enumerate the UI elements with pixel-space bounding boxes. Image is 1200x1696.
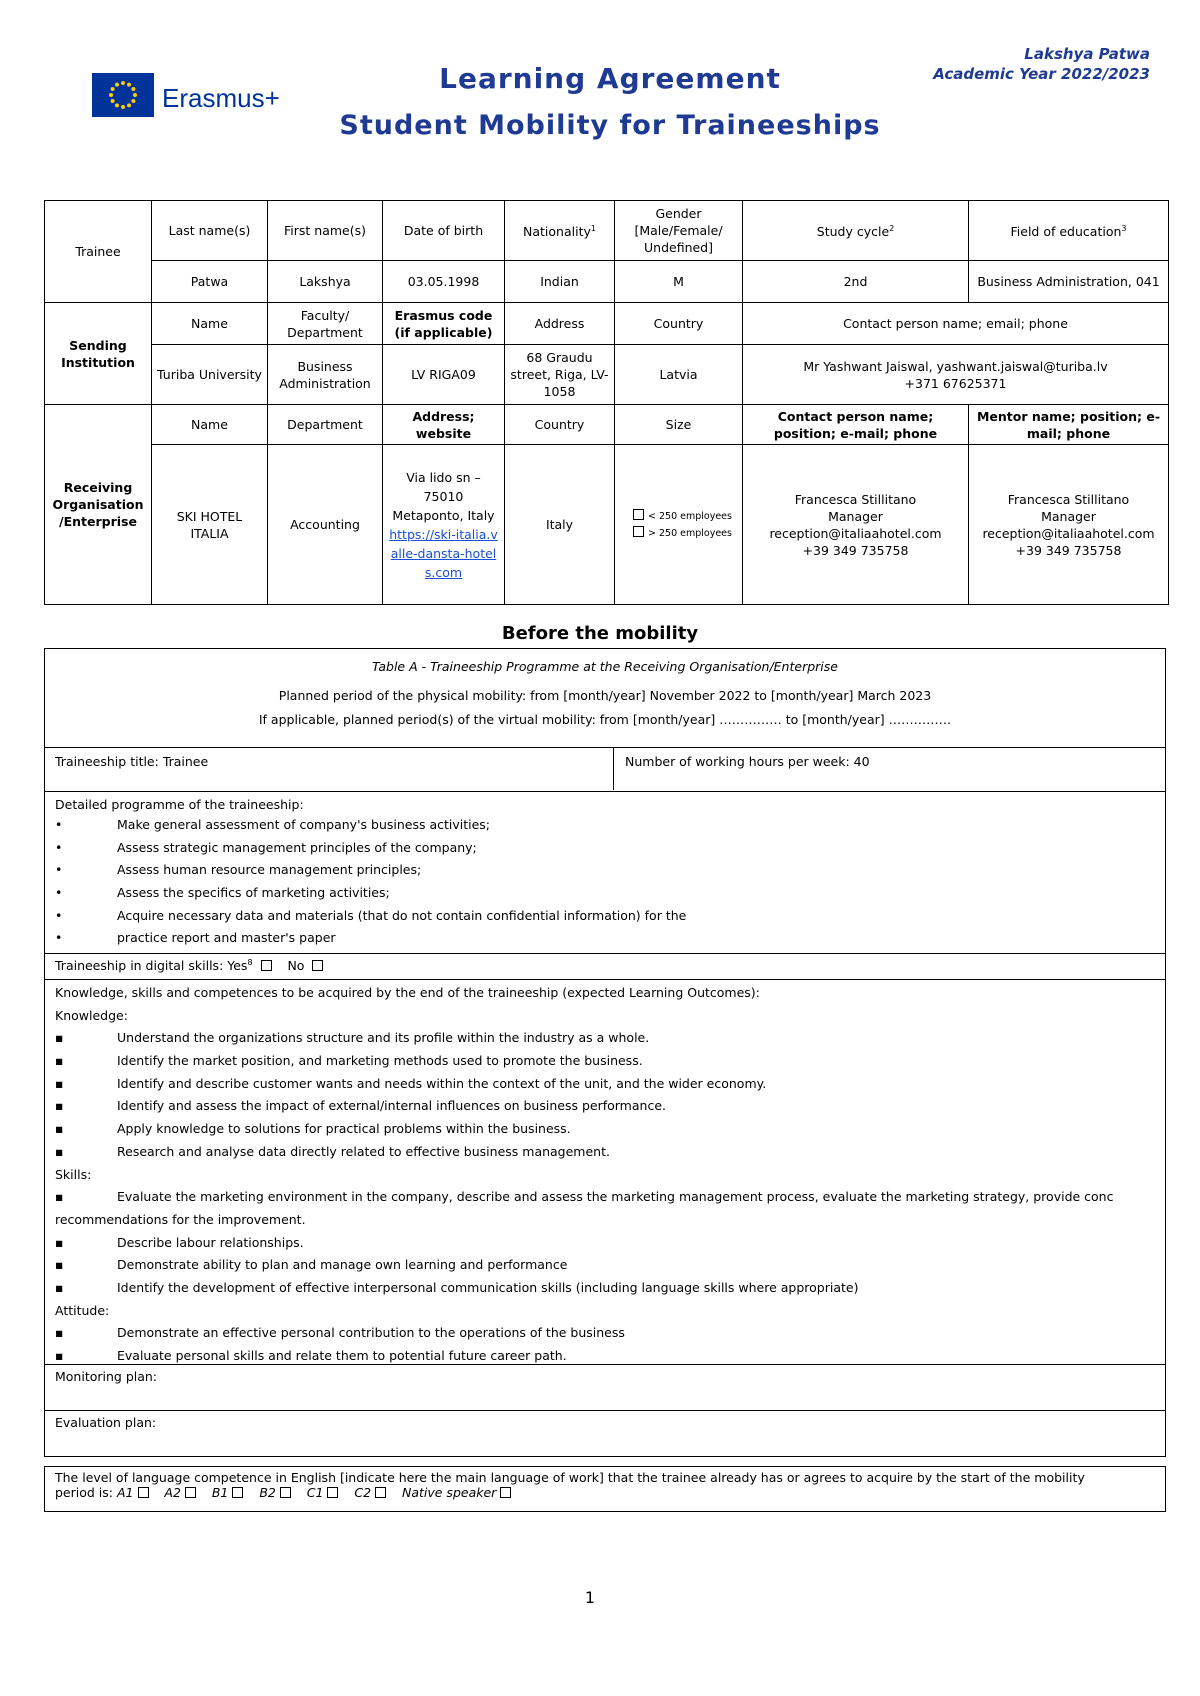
list-item: ▪ Identify and assess the impact of external/internal influences on business performance. [55, 1098, 666, 1114]
attitude-label: Attitude: [55, 1302, 110, 1318]
title-hours-row [44, 748, 1166, 792]
list-item: • Assess human resource management principles; [55, 862, 422, 878]
list-item: ▪ Identify the development of effective interpersonal communication skills (including language skills where appropriate) [55, 1279, 859, 1295]
receiving-header-name: Name [152, 405, 268, 445]
receiving-size [615, 445, 743, 605]
evaluation-label: Evaluation plan: [55, 1415, 157, 1430]
mentor-phone: +39 349 735758 [1015, 542, 1122, 558]
page-number: 1 [584, 1588, 596, 1607]
receiving-website-link[interactable]: https://ski-italia.valle-dansta-hotels.com [389, 526, 498, 580]
level-b2: B2 [259, 1485, 276, 1500]
physical-period: Planned period of the physical mobility: from [month/year] November 2022 to [month/year] March 2023 [278, 688, 932, 703]
gender-value: M [615, 261, 743, 303]
table-a-header [44, 648, 1166, 748]
first-name-value: Lakshya [268, 261, 383, 303]
contact-name: Francesca Stillitano [794, 491, 917, 507]
level-a2-checkbox[interactable] [185, 1487, 196, 1498]
page-title: Learning Agreement [439, 62, 781, 95]
field-value: Business Administration, 041 [969, 261, 1169, 303]
evaluation-plan [44, 1411, 1166, 1457]
divider [613, 748, 614, 790]
size-small-label: < 250 employees [648, 510, 732, 522]
list-item: ▪ Demonstrate ability to plan and manage own learning and performance [55, 1257, 568, 1273]
list-item: • Assess strategic management principles of the company; [55, 839, 477, 855]
receiving-department: Accounting [268, 445, 383, 605]
digital-skills-row [44, 954, 1166, 980]
academic-year: Academic Year 2022/2023 [933, 65, 1150, 83]
receiving-contact [743, 445, 969, 605]
level-a1: A1 [116, 1485, 134, 1500]
sending-contact-line: Mr Yashwant Jaiswal, yashwant.jaiswal@turiba.lv [803, 358, 1108, 374]
size-small-checkbox[interactable] [633, 509, 644, 520]
level-native: Native speaker [401, 1485, 497, 1500]
level-c1-checkbox[interactable] [327, 1487, 338, 1498]
programme-section [44, 792, 1166, 954]
receiving-name: SKI HOTEL ITALIA [152, 445, 268, 605]
language-competence [44, 1466, 1166, 1512]
mentor-email: reception@italiaahotel.com [982, 525, 1155, 541]
contact-position: Manager [828, 508, 883, 524]
parties-table [44, 200, 1169, 605]
traineeship-title: Traineeship title: Trainee [55, 754, 209, 769]
page-subtitle: Student Mobility for Traineeships [339, 110, 881, 141]
list-item: ▪ Evaluate the marketing environment in the company, describe and assess the marketing management process, evaluate the marketing strategy, provide conc [55, 1189, 1114, 1205]
header-field: Field of education$^3$ [969, 201, 1169, 261]
receiving-header-size: Size [615, 405, 743, 445]
study-cycle-value: 2nd [743, 261, 969, 303]
receiving-header-country: Country [505, 405, 615, 445]
receiving-header-mentor: Mentor name; position; e-mail; phone [969, 405, 1169, 445]
list-item: ▪ Demonstrate an effective personal contribution to the operations of the business [55, 1325, 625, 1341]
mentor-position: Manager [1041, 508, 1096, 524]
sending-header-code: Erasmus code (if applicable) [383, 303, 505, 345]
size-large-label: > 250 employees [648, 527, 732, 539]
sending-address: 68 Graudu street, Riga, LV-1058 [505, 345, 615, 405]
list-item: ▪ Evaluate personal skills and relate them to potential future career path. [55, 1348, 567, 1363]
level-c2: C2 [354, 1485, 372, 1500]
sending-contact-phone: +371 67625371 [904, 375, 1007, 391]
receiving-country: Italy [505, 445, 615, 605]
sending-name: Turiba University [152, 345, 268, 405]
header-first-name: First name(s) [268, 201, 383, 261]
sending-header-faculty: Faculty/ Department [268, 303, 383, 345]
level-b1: B1 [211, 1485, 229, 1500]
monitoring-label: Monitoring plan: [55, 1369, 158, 1384]
language-line-2 [45, 1485, 1165, 1502]
list-item: • Acquire necessary data and materials (that do not contain confidential information) for the [55, 907, 687, 923]
working-hours: Number of working hours per week: 40 [625, 754, 870, 769]
list-item: ▪ Identify the market position, and marketing methods used to promote the business. [55, 1053, 643, 1069]
dob-value: 03.05.1998 [383, 261, 505, 303]
header-dob: Date of birth [383, 201, 505, 261]
sending-faculty: Business Administration [268, 345, 383, 405]
contact-phone: +39 349 735758 [802, 542, 909, 558]
level-a1-checkbox[interactable] [138, 1487, 149, 1498]
size-large-checkbox[interactable] [633, 526, 644, 537]
list-item: ▪ Understand the organizations structure and its profile within the industry as a whole. [55, 1030, 650, 1046]
sending-label: Sending Institution [45, 303, 152, 405]
logo-text: Erasmus+ [162, 83, 280, 113]
receiving-header-address: Address; website [383, 405, 505, 445]
digital-yes-checkbox[interactable] [261, 960, 272, 971]
receiving-address [383, 445, 505, 605]
list-item: ▪ Describe labour relationships. [55, 1234, 304, 1250]
outcomes-label: Knowledge, skills and competences to be acquired by the end of the traineeship (expected Learning Outcomes): [55, 985, 760, 1000]
level-native-checkbox[interactable] [500, 1487, 511, 1498]
level-a2: A2 [164, 1485, 181, 1500]
list-item: • practice report and master's paper [55, 930, 336, 946]
header-last-name: Last name(s) [152, 201, 268, 261]
language-line-1: The level of language competence in English [indicate here the main language of work] that the trainee already has or agrees to acquire by the start of the mobility [55, 1470, 1085, 1485]
mentor-name: Francesca Stillitano [1007, 491, 1130, 507]
monitoring-plan [44, 1365, 1166, 1411]
header-study-cycle: Study cycle$^2$ [743, 201, 969, 261]
table-a-title: Table A - Traineeship Programme at the Receiving Organisation/Enterprise [372, 659, 838, 674]
trainee-label: Trainee [45, 201, 152, 303]
level-b2-checkbox[interactable] [280, 1487, 291, 1498]
sending-header-contact: Contact person name; email; phone [743, 303, 1169, 345]
digital-skills-label: Traineeship in digital skills: Yes [55, 958, 248, 974]
language-prefix: period is: [55, 1485, 113, 1500]
receiving-header-department: Department [268, 405, 383, 445]
list-item: • Assess the specifics of marketing activities; [55, 885, 390, 901]
sending-header-country: Country [615, 303, 743, 345]
knowledge-label: Knowledge: [55, 1007, 128, 1023]
student-name: Lakshya Patwa [1024, 45, 1150, 63]
programme-label: Detailed programme of the traineeship: [55, 797, 304, 812]
skills-continuation: recommendations for the improvement. [55, 1211, 306, 1227]
list-item: • Make general assessment of company's business activities; [55, 817, 491, 832]
sending-header-address: Address [505, 303, 615, 345]
sending-contact [743, 345, 1169, 405]
receiving-header-contact: Contact person name; position; e-mail; phone [743, 405, 969, 445]
header-nationality: Nationality$^1$ [505, 201, 615, 261]
skills-label: Skills: [55, 1166, 92, 1182]
receiving-label: Receiving Organisation /Enterprise [45, 405, 152, 605]
list-item: ▪ Research and analyse data directly related to effective business management. [55, 1143, 610, 1159]
receiving-address-text: Via lido sn – 75010 Metaponto, Italy [392, 469, 495, 523]
list-item: ▪ Identify and describe customer wants and needs within the context of the unit, and the wider economy. [55, 1075, 767, 1091]
virtual-period: If applicable, planned period(s) of the virtual mobility: from [month/year] …………… to [month/year] …………… [258, 712, 952, 727]
digital-no-label: No [287, 958, 305, 974]
nationality-value: Indian [505, 261, 615, 303]
list-item: ▪ Apply knowledge to solutions for practical problems within the business. [55, 1121, 571, 1137]
sending-code: LV RIGA09 [383, 345, 505, 405]
last-name-value: Patwa [152, 261, 268, 303]
level-b1-checkbox[interactable] [232, 1487, 243, 1498]
receiving-mentor [969, 445, 1169, 605]
level-c2-checkbox[interactable] [375, 1487, 386, 1498]
learning-outcomes-section [44, 980, 1166, 1365]
header-info [933, 44, 1150, 84]
header-gender: Gender [Male/Female/ Undefined] [615, 201, 743, 261]
digital-skills: Traineeship in digital skills: Yes$^8$ No [45, 954, 1165, 975]
contact-email: reception@italiaahotel.com [769, 525, 942, 541]
digital-no-checkbox[interactable] [312, 960, 323, 971]
level-c1: C1 [306, 1485, 324, 1500]
before-mobility-heading: Before the mobility [501, 623, 699, 644]
sending-country: Latvia [615, 345, 743, 405]
sending-header-name: Name [152, 303, 268, 345]
